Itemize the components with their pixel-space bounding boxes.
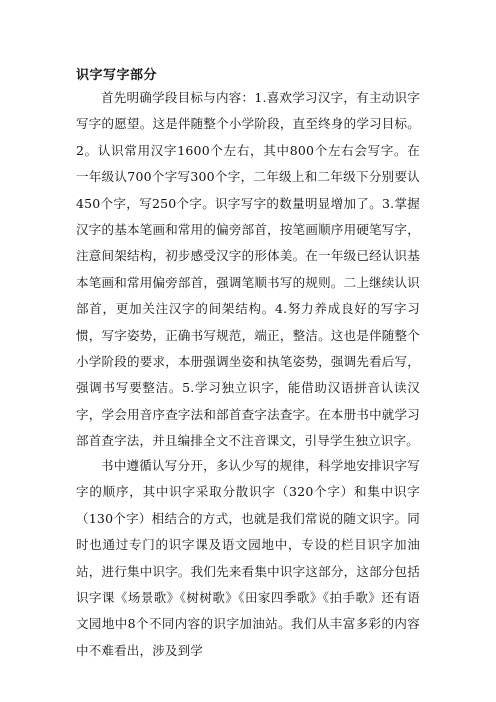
paragraph-goals: 首先明确学段目标与内容：1.喜欢学习汉字，有主动识字写字的愿望。这是伴随整个小学阶段，直至终身的学习目标。2。认识常用汉字1600个左右，其中800个左右会写字。在一年级认700个字写300个字，二年级上和二年级下分别要认450个字，写250个字。识字写字的数量明显增加了。3.掌握汉字的基本笔画和常用的偏旁部首，按笔画顺序用硬笔写字，注意间架结构，初步感受汉字的形体美。在一年级已经认识基本笔画和常用偏旁部首，强调笔顺书写的规则。二上继续认识部首，更加关注汉字的间架结构。4.努力养成良好的写字习惯，写字姿势，正确书写规范，端正，整洁。这也是伴随整个小学阶段的要求，本册强调坐姿和执笔姿势，强调先看后写，强调书写要整洁。5.学习独立识字，能借助汉语拼音认读汉字，学会用音序查字法和部首查字法查字。在本册书中就学习部首查字法，并且编排全文不注音课文，引导学生独立识字。	[76, 90, 420, 449]
section-heading: 识字写字部分	[76, 68, 158, 83]
paragraph-method: 书中遵循认写分开，多认少写的规律，科学地安排识字写字的顺序，其中识字采取分散识字（320个字）和集中识字（130个字）相结合的方式，也就是我们常说的随文识字。同时也通过专门的识字课及语文园地中，专设的栏目识字加油站，进行集中识字。我们先来看集中识字这部分，这部分包括识字课《场景歌》《树树歌》《田家四季歌》《拍手歌》还有语文园地中8个不同内容的识字加油站。我们从丰富多彩的内容中不难看出，涉及到学	[76, 458, 420, 658]
